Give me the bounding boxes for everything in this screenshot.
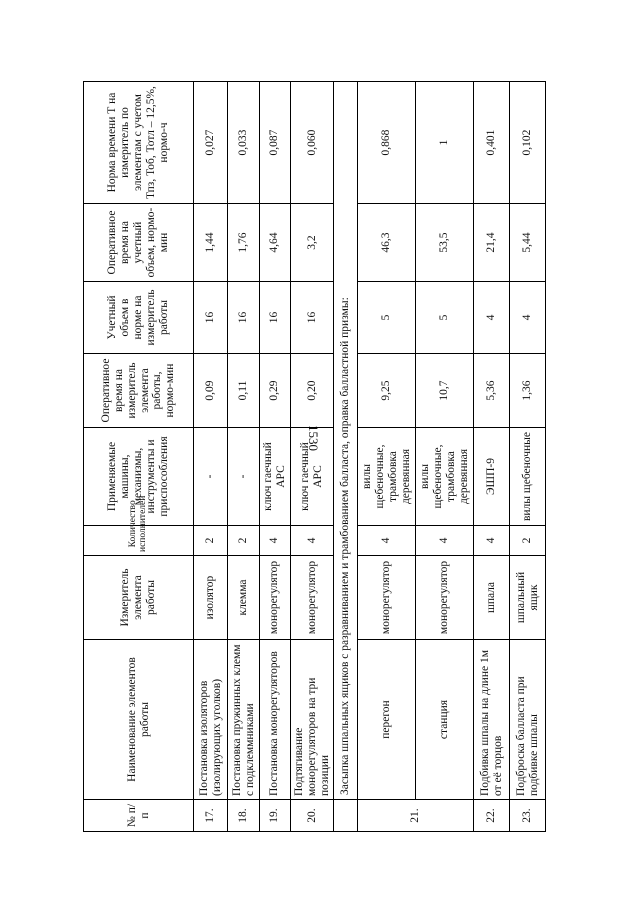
cell-tools: вилы щебеночные, трамбовка деревянная: [358, 428, 416, 526]
table-row: [194, 82, 228, 832]
cell-volume: 16: [290, 282, 334, 354]
cell-op-time-vol: 46,3: [358, 204, 416, 282]
cell-op-time: 0,11: [228, 354, 260, 428]
header-volume: Учетный объем в норме на измеритель работы: [84, 282, 194, 354]
cell-op-time-vol: 53,5: [416, 204, 474, 282]
table-row: [228, 82, 260, 832]
header-row: [84, 82, 194, 832]
cell-tools: вилы щебеночные, трамбовка деревянная: [416, 428, 474, 526]
cell-num: 21.: [358, 800, 474, 832]
cell-op-time-vol: 4,64: [260, 204, 291, 282]
cell-meter: изолятор: [194, 556, 228, 640]
cell-norm: 0,868: [358, 82, 416, 204]
cell-op-time: 0,20: [290, 354, 334, 428]
cell-norm: 0,401: [474, 82, 510, 204]
header-tools: Применяемые машины, механизмы, инструменты и приспособления: [84, 428, 194, 526]
cell-op-time-vol: 1,76: [228, 204, 260, 282]
cell-num: 17.: [194, 800, 228, 832]
cell-name: Подтягивание монорегуляторов на три позиции: [290, 640, 334, 800]
cell-op-time: 0,29: [260, 354, 291, 428]
cell-meter: монорегулятор: [416, 556, 474, 640]
cell-name: Подброска балласта при подбивке шпалы: [510, 640, 546, 800]
cell-op-time-vol: 1,44: [194, 204, 228, 282]
cell-num: 22.: [474, 800, 510, 832]
section-num-cell: [334, 800, 358, 832]
table-row: [416, 82, 474, 832]
work-norms-table: [83, 81, 546, 832]
cell-volume: 16: [260, 282, 291, 354]
section-row: [334, 82, 358, 832]
cell-num: 18.: [228, 800, 260, 832]
cell-op-time: 9,25: [358, 354, 416, 428]
cell-op-time-vol: 21,4: [474, 204, 510, 282]
table-row: [260, 82, 291, 832]
table-row: [474, 82, 510, 832]
cell-volume: 4: [474, 282, 510, 354]
cell-meter: монорегулятор: [260, 556, 291, 640]
cell-name: Подбивка шпалы на длине 1м от её торцов: [474, 640, 510, 800]
cell-op-time: 1,36: [510, 354, 546, 428]
cell-norm: 0,060: [290, 82, 334, 204]
cell-tools: -: [194, 428, 228, 526]
cell-name: перегон: [358, 640, 416, 800]
cell-volume: 16: [228, 282, 260, 354]
header-op-time: Оперативное время на измеритель элемента работы, нормо-мин: [84, 354, 194, 428]
page-number: 1530: [306, 425, 321, 451]
cell-op-time: 10,7: [416, 354, 474, 428]
cell-name: станция: [416, 640, 474, 800]
cell-volume: 5: [358, 282, 416, 354]
cell-count: 4: [290, 526, 334, 556]
table-row: [358, 82, 416, 832]
cell-norm: 0,102: [510, 82, 546, 204]
header-norm: Норма времени Т на измеритель по элементам с учетом Тпз, Тоб, Тотл – 12,5%, нормо-ч: [84, 82, 194, 204]
cell-meter: шпальный ящик: [510, 556, 546, 640]
cell-tools: ЭШП-9: [474, 428, 510, 526]
cell-num: 20.: [290, 800, 334, 832]
cell-volume: 5: [416, 282, 474, 354]
cell-count: 4: [474, 526, 510, 556]
header-name: Наименование элементов работы: [84, 640, 194, 800]
cell-name: Постановка изоляторов (изолирующих уголков): [194, 640, 228, 800]
header-count-label: Количество исполнителей: [127, 495, 149, 552]
cell-volume: 16: [194, 282, 228, 354]
cell-count: 2: [510, 526, 546, 556]
header-op-time-vol: Оперативное время на учетный объем, нормо-мин: [84, 204, 194, 282]
cell-norm: 0,027: [194, 82, 228, 204]
cell-meter: клемма: [228, 556, 260, 640]
cell-norm: 0,087: [260, 82, 291, 204]
header-meter: Измеритель элемента работы: [84, 556, 194, 640]
cell-num: 23.: [510, 800, 546, 832]
cell-tools: вилы щебеночные: [510, 428, 546, 526]
cell-name: Постановка пружинных клемм с подклеммниками: [228, 640, 260, 800]
cell-count: 4: [416, 526, 474, 556]
rotated-table-container: [83, 82, 540, 832]
cell-norm: 0,033: [228, 82, 260, 204]
cell-norm: 1: [416, 82, 474, 204]
cell-op-time: 0,09: [194, 354, 228, 428]
section-title: Засыпка шпальных ящиков с разравниванием и трамбованием балласта, оправка балластной призмы:: [334, 82, 358, 800]
cell-meter: шпала: [474, 556, 510, 640]
cell-tools: -: [228, 428, 260, 526]
cell-count: 4: [260, 526, 291, 556]
cell-op-time: 5,36: [474, 354, 510, 428]
cell-volume: 4: [510, 282, 546, 354]
cell-op-time-vol: 5,44: [510, 204, 546, 282]
cell-name: Постановка монорегуляторов: [260, 640, 291, 800]
cell-tools: ключ гаечный АРС: [290, 428, 334, 526]
cell-count: 2: [228, 526, 260, 556]
table-row: [290, 82, 334, 832]
header-count: [84, 495, 194, 556]
cell-count: 2: [194, 526, 228, 556]
table-row: [510, 82, 546, 832]
cell-meter: монорегулятор: [290, 556, 334, 640]
cell-meter: монорегулятор: [358, 556, 416, 640]
cell-op-time-vol: 3,2: [290, 204, 334, 282]
cell-tools: ключ гаечный АРС: [260, 428, 291, 526]
header-num: № п/п: [84, 800, 194, 832]
cell-count: 4: [358, 526, 416, 556]
cell-num: 19.: [260, 800, 291, 832]
